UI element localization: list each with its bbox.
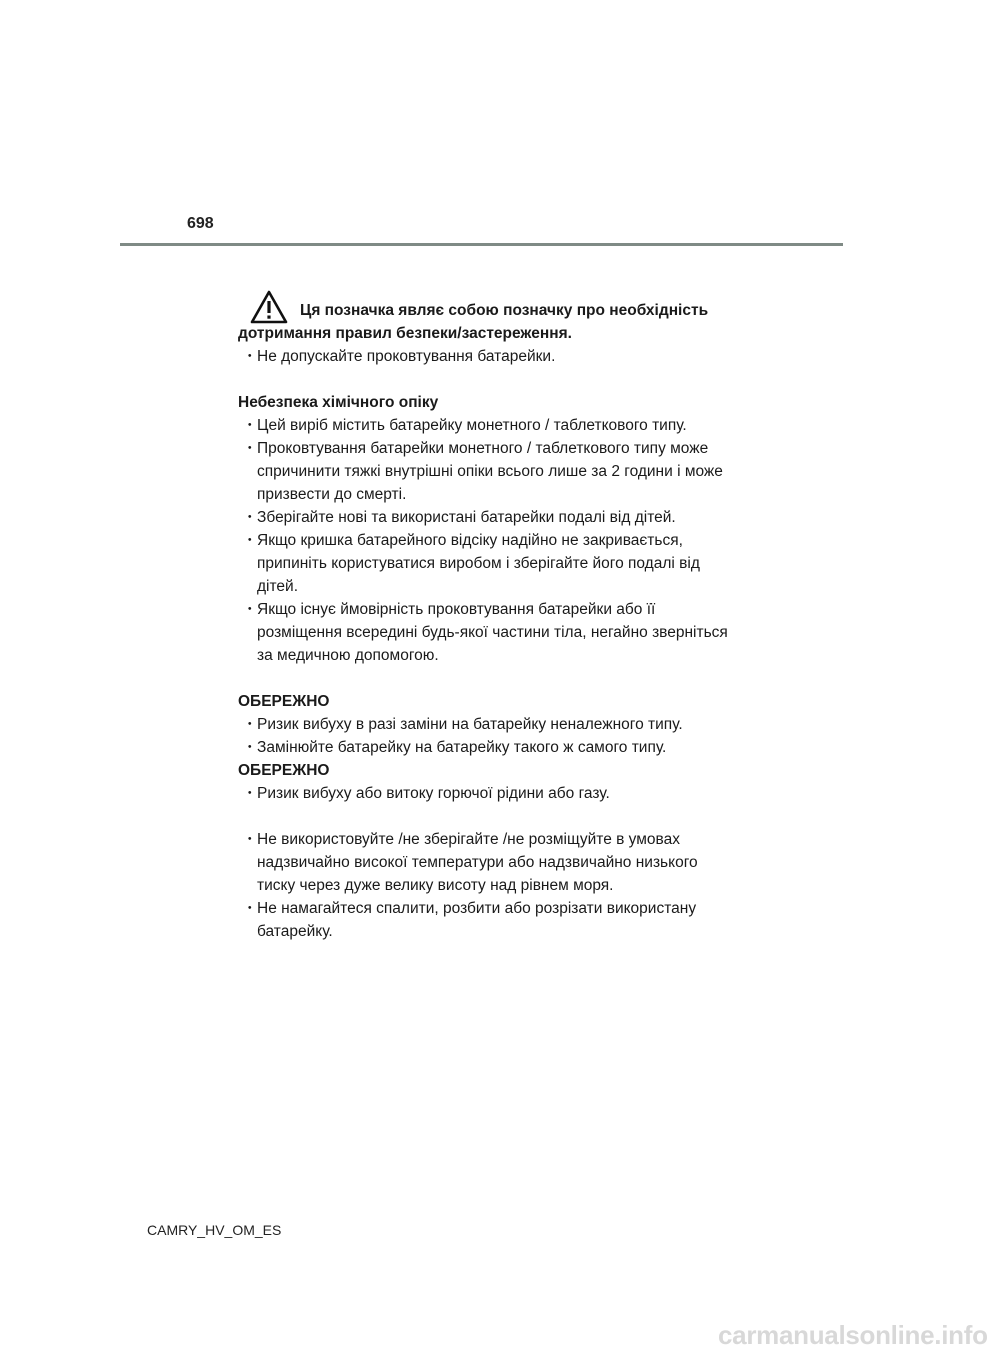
watermark: carmanualsonline.info [718,1320,988,1350]
warning-intro [238,288,738,322]
bullet-dot: ・ [242,739,258,756]
manual-code: CAMRY_HV_OM_ES [147,1222,282,1238]
list-item [238,828,738,897]
bullet-text: Замінюйте батарейку на батарейку такого ж самого типу. [257,739,667,756]
bullet-dot: ・ [242,831,258,848]
bullet-dot: ・ [242,532,258,549]
bullet-text: Ризик вибуху або витоку горючої рідини або газу. [257,785,610,802]
chemical-burn-heading: Небезпека хімічного опіку [238,394,439,411]
bullet-text: Якщо існує ймовірність проковтування батарейки або її розміщення всередині будь-якої частини тіла, негайно зверніться за медичною допомогою. [257,601,728,664]
bullet-dot: ・ [242,417,258,434]
list-item [238,897,738,943]
bullet-dot: ・ [242,348,258,365]
bullet-text: Ризик вибуху в разі заміни на батарейку неналежного типу. [257,716,683,733]
list-item [238,529,738,598]
bullet-dot: ・ [242,440,258,457]
bullet-text: Не використовуйте /не зберігайте /не розміщуйте в умовах надзвичайно високої температури або надзвичайно низького тиску через дуже велику висоту над рівнем моря. [257,831,698,894]
bullet-dot: ・ [242,509,258,526]
bullet-dot: ・ [242,601,258,618]
header-divider [120,243,843,246]
list-item [238,506,738,529]
list-item [238,736,738,759]
page-number: 698 [187,215,214,232]
warning-text-line1: Ця позначка являє собою позначку про необхідність [300,302,709,319]
warning-text-line2: дотримання правил безпеки/застереження. [238,325,572,342]
list-item [238,598,738,667]
list-item [238,414,738,437]
bullet-text: Не допускайте проковтування батарейки. [257,348,556,365]
warning-triangle-icon [250,290,288,324]
bullet-dot: ・ [242,716,258,733]
list-item [238,782,738,805]
bullet-dot: ・ [242,785,258,802]
caution-heading: ОБЕРЕЖНО [238,693,330,710]
bullet-text: Якщо кришка батарейного відсіку надійно не закривається, припиніть користуватися виробом і зберігайте його подалі від дітей. [257,532,700,595]
bullet-text: Цей виріб містить батарейку монетного / таблеткового типу. [257,417,687,434]
bullet-text: Проковтування батарейки монетного / таблеткового типу може спричинити тяжкі внутрішні опіки всього лише за 2 години і може призвести до смерті. [257,440,723,503]
warning-bullet [238,345,738,368]
caution-heading-2: ОБЕРЕЖНО [238,762,330,779]
list-item [238,713,738,736]
battery-safety-notice [238,288,738,943]
bullet-text: Зберігайте нові та використані батарейки подалі від дітей. [257,509,676,526]
bullet-text: Не намагайтеся спалити, розбити або розрізати використану батарейку. [257,900,697,940]
list-item [238,437,738,506]
bullet-dot: ・ [242,900,258,917]
